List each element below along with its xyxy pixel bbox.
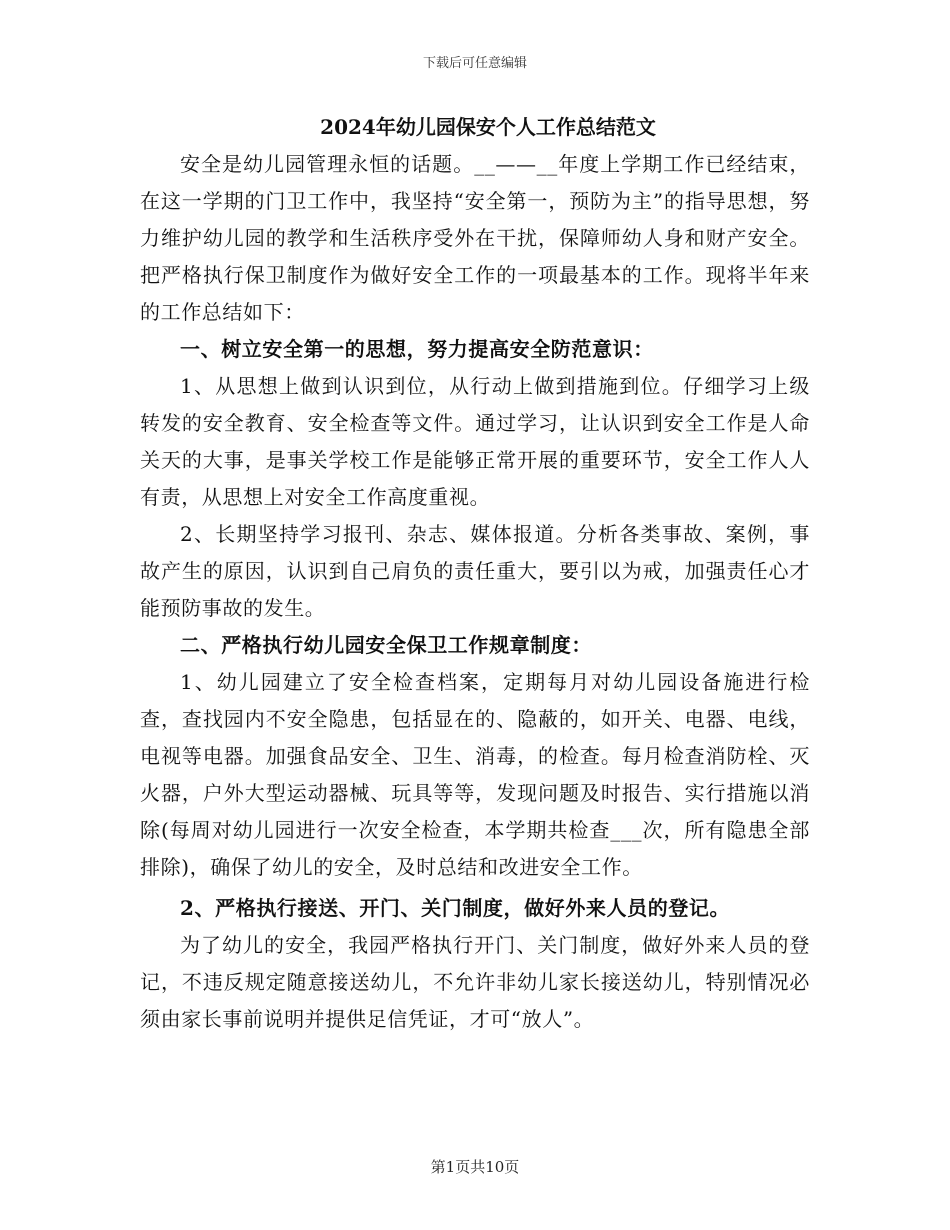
section-heading-2: 二、严格执行幼儿园安全保卫工作规章制度：	[180, 633, 592, 657]
document-title: 2024年幼儿园保安个人工作总结范文	[320, 115, 656, 139]
body-paragraph: 1、幼儿园建立了安全检查档案，定期每月对幼儿园设备施进行检查，查找园内不安全隐患，包括显在的、隐蔽的，如开关、电器、电线，电视等电器。加强食品安全、卫生、消毒，的检查。每月检查消防栓、灭火器，户外大型运动器械、玩具等等，发现问题及时报告、实行措施以消除(每周对幼儿园进行一次安全检查，本学期共检查___次，所有隐患全部排除)，确保了幼儿的安全，及时总结和改进安全工作。	[140, 670, 810, 879]
subsection-heading: 2、严格执行接送、开门、关门制度，做好外来人员的登记。	[180, 896, 731, 920]
intro-paragraph: 安全是幼儿园管理永恒的话题。__——__年度上学期工作已经结束，在这一学期的门卫工作中，我坚持“安全第一，预防为主”的指导思想，努力维护幼儿园的教学和生活秩序受外在干扰，保障师幼人身和财产安全。把严格执行保卫制度作为做好安全工作的一项最基本的工作。现将半年来的工作总结如下：	[140, 152, 810, 324]
section-heading-1: 一、树立安全第一的思想，努力提高安全防范意识：	[180, 337, 654, 361]
page-number: 第1页共10页	[430, 1158, 520, 1176]
body-paragraph: 为了幼儿的安全，我园严格执行开门、关门制度，做好外来人员的登记，不违反规定随意接送幼儿，不允许非幼儿家长接送幼儿，特别情况必须由家长事前说明并提供足信凭证，才可“放人”。	[140, 933, 810, 1031]
document-body	[140, 112, 810, 1038]
header-note: 下载后可任意编辑	[422, 56, 527, 71]
body-paragraph: 2、长期坚持学习报刊、杂志、媒体报道。分析各类事故、案例，事故产生的原因，认识到自己肩负的责任重大，要引以为戒，加强责任心才能预防事故的发生。	[140, 522, 810, 620]
body-paragraph: 1、从思想上做到认识到位，从行动上做到措施到位。仔细学习上级转发的安全教育、安全检查等文件。通过学习，让认识到安全工作是人命关天的大事，是事关学校工作是能够正常开展的重要环节，安全工作人人有责，从思想上对安全工作高度重视。	[140, 374, 810, 509]
